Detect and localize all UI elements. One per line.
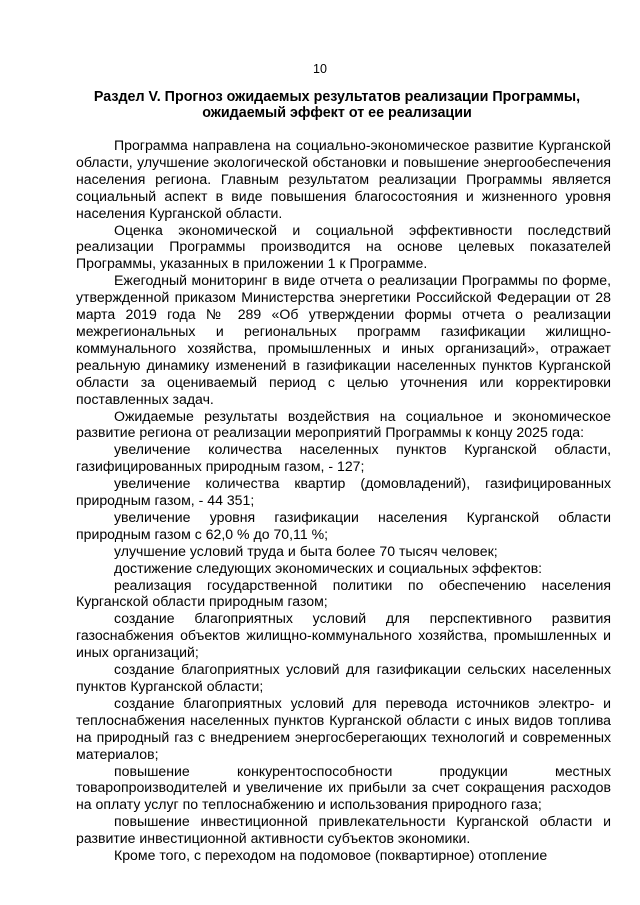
list-item: реализация государственной политики по обеспечению населения Курганской области природным газом; (76, 576, 611, 610)
section-heading (76, 89, 598, 121)
paragraph: Кроме того, с переходом на подомовое (поквартирное) отопление (114, 847, 548, 864)
paragraph: Оценка экономической и социальной эффективности последствий реализации Программы производится на основе целевых показателей Программы, указанных в приложении 1 к Программе. (76, 221, 611, 272)
list-item: достижение следующих экономических и социальных эффектов: (114, 559, 543, 576)
paragraph: Ежегодный мониторинг в виде отчета о реализации Программы по форме, утвержденной приказом Министерства энергетики Российской Федерации от 28 марта 2019 года № 289 «Об утверждении формы отчета о реализации межрегиональных и региональных программ газификации жилищно-коммунального хозяйства, промышленных и иных организаций», отражает реальную динамику изменений в газификации населенных пунктов Курганской области за оцениваемый период с целью уточнения или корректировки поставленных задач. (76, 272, 611, 407)
body-text (76, 137, 611, 864)
paragraph: Ожидаемые результаты воздействия на социальное и экономическое развитие региона от реализации мероприятий Программы к концу 2025 года: (76, 407, 611, 441)
list-item: создание благоприятных условий для перспективного развития газоснабжения объектов жилищно-коммунального хозяйства, промышленных и иных организаций; (76, 610, 611, 661)
list-item: создание благоприятных условий для перевода источников электро- и теплоснабжения населенных пунктов Курганской области с иных видов топлива на природный газ с внедрением энергосберегающих технологий и современных материалов; (76, 694, 611, 762)
section-heading-line-2: ожидаемый эффект от ее реализации (202, 105, 472, 121)
section-heading-line-1: Раздел V. Прогноз ожидаемых результатов реализации Программы, (93, 89, 581, 105)
list-item: повышение инвестиционной привлекательности Курганской области и развитие инвестиционной активности субъектов экономики. (76, 813, 611, 847)
page-number: 10 (313, 62, 327, 76)
list-item: увеличение количества населенных пунктов Курганской области, газифицированных природным газом, - 127; (76, 441, 611, 475)
paragraph: Программа направлена на социально-экономическое развитие Курганской области, улучшение экологической обстановки и повышение энергообеспечения населения региона. Главным результатом реализации Программы является социальный аспект в виде повышения благосостояния и жизненного уровня населения Курганской области. (76, 137, 611, 221)
list-item: улучшение условий труда и быта более 70 тысяч человек; (114, 542, 498, 559)
list-item: увеличение количества квартир (домовладений), газифицированных природным газом, - 44 351; (76, 475, 611, 509)
list-item: повышение конкурентоспособности продукции местных товаропроизводителей и увеличение их прибыли за счет сокращения расходов на оплату услуг по теплоснабжению и использования природного газа; (76, 762, 611, 813)
list-item: увеличение уровня газификации населения Курганской области природным газом с 62,0 % до 70,11 %; (76, 508, 611, 542)
list-item: создание благоприятных условий для газификации сельских населенных пунктов Курганской области; (76, 661, 611, 694)
